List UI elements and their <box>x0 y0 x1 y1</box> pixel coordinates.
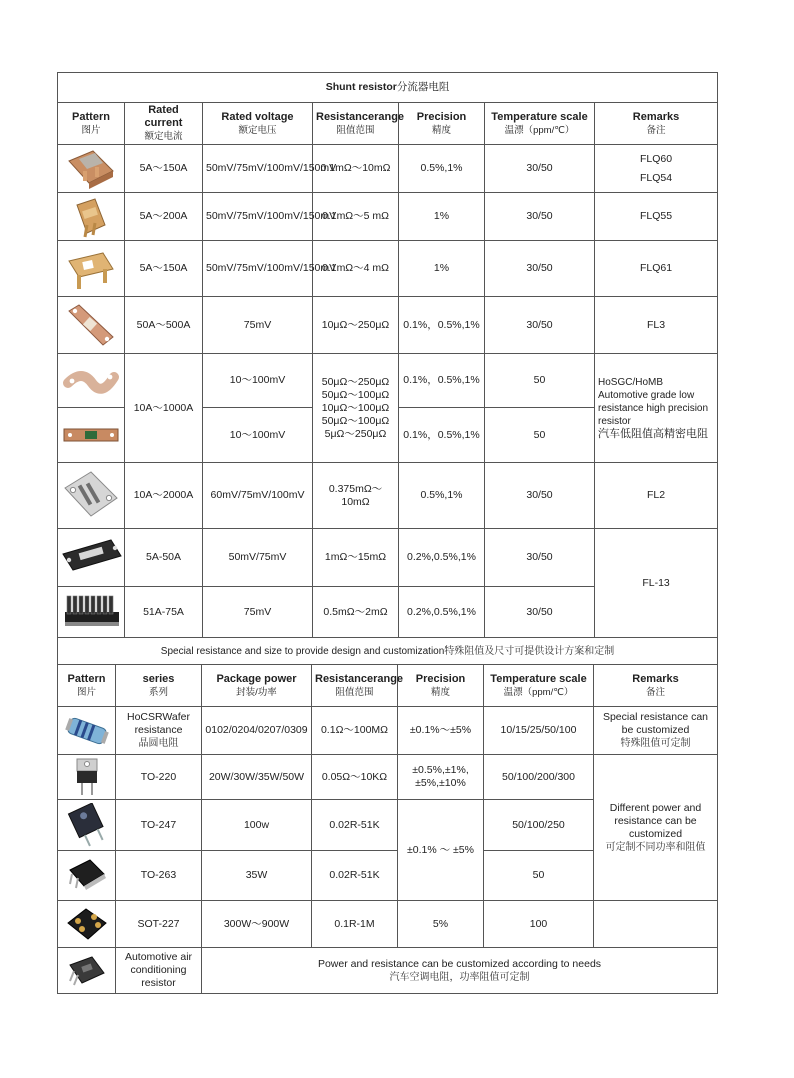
product-image <box>58 755 116 800</box>
col-header-temperature-scale: Temperature scale 温漂（ppm/℃） <box>484 665 594 707</box>
product-image <box>58 297 125 354</box>
remarks: FLQ55 <box>595 193 718 241</box>
temperature-scale: 30/50 <box>485 529 595 587</box>
precision: 0.1%，0.5%,1% <box>399 354 485 408</box>
temperature-scale: 50 <box>485 408 595 463</box>
remarks: FLQ61 <box>595 241 718 297</box>
temperature-scale: 30/50 <box>485 587 595 638</box>
rated-current: 10A～2000A <box>125 463 203 529</box>
temperature-scale: 30/50 <box>485 297 595 354</box>
range-line: 50μΩ～100μΩ <box>321 388 390 401</box>
product-image <box>58 463 125 529</box>
rated-current: 50A～500A <box>125 297 203 354</box>
range-line: 5μΩ～250μΩ <box>324 427 387 440</box>
shunt-fl13-finned-image <box>61 590 123 634</box>
remark-model: FLQ60 <box>639 152 673 165</box>
resistance-range: 0.1R-1M <box>312 901 398 948</box>
automotive-note <box>202 948 718 994</box>
note-cn: 汽车空调电阻，功率阻值可定制 <box>389 971 530 983</box>
col-header-rated-current: Rated current 额定电流 <box>125 103 203 145</box>
rated-voltage: 60mV/75mV/100mV <box>203 463 313 529</box>
series <box>116 707 202 755</box>
rated-current: 51A-75A <box>125 587 203 638</box>
temperature-scale: 50 <box>484 851 594 901</box>
col-header-temperature-scale: Temperature scale 温漂（ppm/℃） <box>485 103 595 145</box>
table-row <box>58 241 718 297</box>
to220-image <box>67 757 107 797</box>
range-line: 50μΩ～100μΩ <box>321 414 390 427</box>
product-image <box>58 948 116 994</box>
rated-current: 10A～1000A <box>125 354 203 463</box>
resistance-range: 0.375mΩ～10mΩ <box>313 463 399 529</box>
rated-voltage: 50mV/75mV/100mV/150mV <box>203 241 313 297</box>
spec-sheet <box>57 72 717 994</box>
package-power: 0102/0204/0207/0309 <box>202 707 312 755</box>
table-row <box>58 463 718 529</box>
col-header-precision: Precision 精度 <box>399 103 485 145</box>
resistance-range: 0.1Ω～100MΩ <box>312 707 398 755</box>
remark-en: Different power and resistance can be customized <box>609 801 702 840</box>
shunt-flq55-image <box>63 195 119 239</box>
product-image <box>58 408 125 463</box>
shunt-title-row <box>58 73 718 103</box>
shunt-fl2-image <box>61 468 121 524</box>
remark-cn: 可定制不同功率和阻值 <box>605 841 706 853</box>
table-row <box>58 193 718 241</box>
remarks: FL2 <box>595 463 718 529</box>
precision: 0.2%,0.5%,1% <box>399 587 485 638</box>
power-resistor-table <box>57 664 718 994</box>
package-power: 100w <box>202 800 312 851</box>
to263-image <box>64 854 110 898</box>
package-power: 300W～900W <box>202 901 312 948</box>
col-header-remarks: Remarks 备注 <box>594 665 718 707</box>
shunt-table-title: Shunt resistor分流器电阻 <box>58 73 718 103</box>
package-power: 20W/30W/35W/50W <box>202 755 312 800</box>
rated-current: 5A-50A <box>125 529 203 587</box>
col-header-pattern: Pattern 图片 <box>58 103 125 145</box>
rated-voltage: 50mV/75mV <box>203 529 313 587</box>
table-row <box>58 297 718 354</box>
resistance-range: 0.05Ω～10KΩ <box>312 755 398 800</box>
temperature-scale: 10/15/25/50/100 <box>484 707 594 755</box>
product-image <box>58 529 125 587</box>
series: TO-247 <box>116 800 202 851</box>
resistance-range: 0.02R-51K <box>312 800 398 851</box>
precision: 0.1%，0.5%,1% <box>399 297 485 354</box>
range-line: 50μΩ～250μΩ <box>321 375 390 388</box>
resistance-range: 1mΩ～15mΩ <box>313 529 399 587</box>
product-image <box>58 851 116 901</box>
temperature-scale: 30/50 <box>485 241 595 297</box>
precision: ±0.1%～±5% <box>398 707 484 755</box>
col-header-package-power: Package power 封装/功率 <box>202 665 312 707</box>
auto-ac-resistor-image <box>64 951 110 991</box>
product-image <box>58 193 125 241</box>
table-row <box>58 145 718 193</box>
temperature-scale: 100 <box>484 901 594 948</box>
rated-current: 5A～150A <box>125 241 203 297</box>
table-row <box>58 707 718 755</box>
col-header-remarks: Remarks 备注 <box>595 103 718 145</box>
resistance-range: 0.1mΩ～10mΩ <box>313 145 399 193</box>
remarks <box>595 145 718 193</box>
series: SOT-227 <box>116 901 202 948</box>
note-en: Power and resistance can be customized according to needs <box>317 957 602 970</box>
range-line: 10μΩ～100μΩ <box>321 401 390 414</box>
precision: 0.5%,1% <box>399 463 485 529</box>
shunt-fl3-image <box>63 301 119 349</box>
resistance-range: 0.1mΩ～4 mΩ <box>313 241 399 297</box>
shunt-fl13-image <box>61 536 123 580</box>
resistance-range: 10μΩ～250μΩ <box>313 297 399 354</box>
precision: 0.1%，0.5%,1% <box>399 408 485 463</box>
shunt-resistor-table <box>57 72 718 665</box>
shunt-hosgc-flat-image <box>61 415 121 455</box>
rated-voltage: 75mV <box>203 297 313 354</box>
rated-current: 5A～150A <box>125 145 203 193</box>
remark-model: FLQ54 <box>639 171 673 184</box>
precision: 1% <box>399 241 485 297</box>
series-cn: 晶圆电阻 <box>138 738 179 749</box>
remarks: FL3 <box>595 297 718 354</box>
remark-cn: 汽车低阻值高精密电阻 <box>598 427 708 440</box>
resistance-range: 0.5mΩ～2mΩ <box>313 587 399 638</box>
series-en: HoCSRWafer resistance <box>126 711 190 736</box>
remarks <box>595 354 718 463</box>
shunt-flq61-image <box>63 247 119 291</box>
col-header-resistance-range: Resistancerange 阻值范围 <box>312 665 398 707</box>
temperature-scale: 50/100/250 <box>484 800 594 851</box>
remark-cn: 特殊阻值可定制 <box>620 738 691 749</box>
product-image <box>58 707 116 755</box>
table-row <box>58 529 718 587</box>
table-row <box>58 354 718 408</box>
temperature-scale: 50 <box>485 354 595 408</box>
power-header-row <box>58 665 718 707</box>
table-row <box>58 901 718 948</box>
rated-current: 5A～200A <box>125 193 203 241</box>
remarks <box>594 755 718 901</box>
table-row <box>58 755 718 800</box>
temperature-scale: 30/50 <box>485 193 595 241</box>
precision: 0.2%,0.5%,1% <box>399 529 485 587</box>
shunt-flq60-image <box>63 147 119 191</box>
package-power: 35W <box>202 851 312 901</box>
precision: 1% <box>399 193 485 241</box>
wafer-resistor-image <box>62 711 112 751</box>
product-image <box>58 800 116 851</box>
table-row <box>58 948 718 994</box>
temperature-scale: 50/100/200/300 <box>484 755 594 800</box>
col-header-resistance-range: Resistancerange 阻值范围 <box>313 103 399 145</box>
customization-note: Special resistance and size to provide design and customization特殊阻值及尺寸可提供设计方案和定制 <box>58 638 718 665</box>
col-header-rated-voltage: Rated voltage 额定电压 <box>203 103 313 145</box>
remark-en: HoSGC/HoMB Automotive grade low resistance high precision resistor <box>598 376 709 427</box>
col-header-precision: Precision 精度 <box>398 665 484 707</box>
product-image <box>58 145 125 193</box>
product-image <box>58 901 116 948</box>
precision: 5% <box>398 901 484 948</box>
remarks <box>594 901 718 948</box>
rated-voltage: 50mV/75mV/100mV/150mV <box>203 145 313 193</box>
resistance-range: 0.02R-51K <box>312 851 398 901</box>
col-header-series: series 系列 <box>116 665 202 707</box>
precision: 0.5%,1% <box>399 145 485 193</box>
rated-voltage: 10～100mV <box>203 408 313 463</box>
shunt-header-row <box>58 103 718 145</box>
precision: ±0.5%,±1%,±5%,±10% <box>398 755 484 800</box>
temperature-scale: 30/50 <box>485 463 595 529</box>
resistance-range <box>313 354 399 463</box>
col-header-pattern: Pattern 图片 <box>58 665 116 707</box>
rated-voltage: 75mV <box>203 587 313 638</box>
resistance-range: 0.1mΩ～5 mΩ <box>313 193 399 241</box>
sot227-image <box>64 903 110 945</box>
rated-voltage: 50mV/75mV/100mV/150mV <box>203 193 313 241</box>
remarks <box>594 707 718 755</box>
series: TO-263 <box>116 851 202 901</box>
product-image <box>58 241 125 297</box>
series: TO-220 <box>116 755 202 800</box>
rated-voltage: 10～100mV <box>203 354 313 408</box>
customization-note-row <box>58 638 718 665</box>
to247-image <box>64 803 110 847</box>
series: Automotive air conditioning resistor <box>116 948 202 994</box>
remark-en: Special resistance can be customized <box>602 711 709 736</box>
shunt-hosgc-bent-image <box>62 359 120 403</box>
precision: ±0.1% ～ ±5% <box>398 800 484 901</box>
product-image <box>58 587 125 638</box>
temperature-scale: 30/50 <box>485 145 595 193</box>
remarks: FL-13 <box>595 529 718 638</box>
product-image <box>58 354 125 408</box>
